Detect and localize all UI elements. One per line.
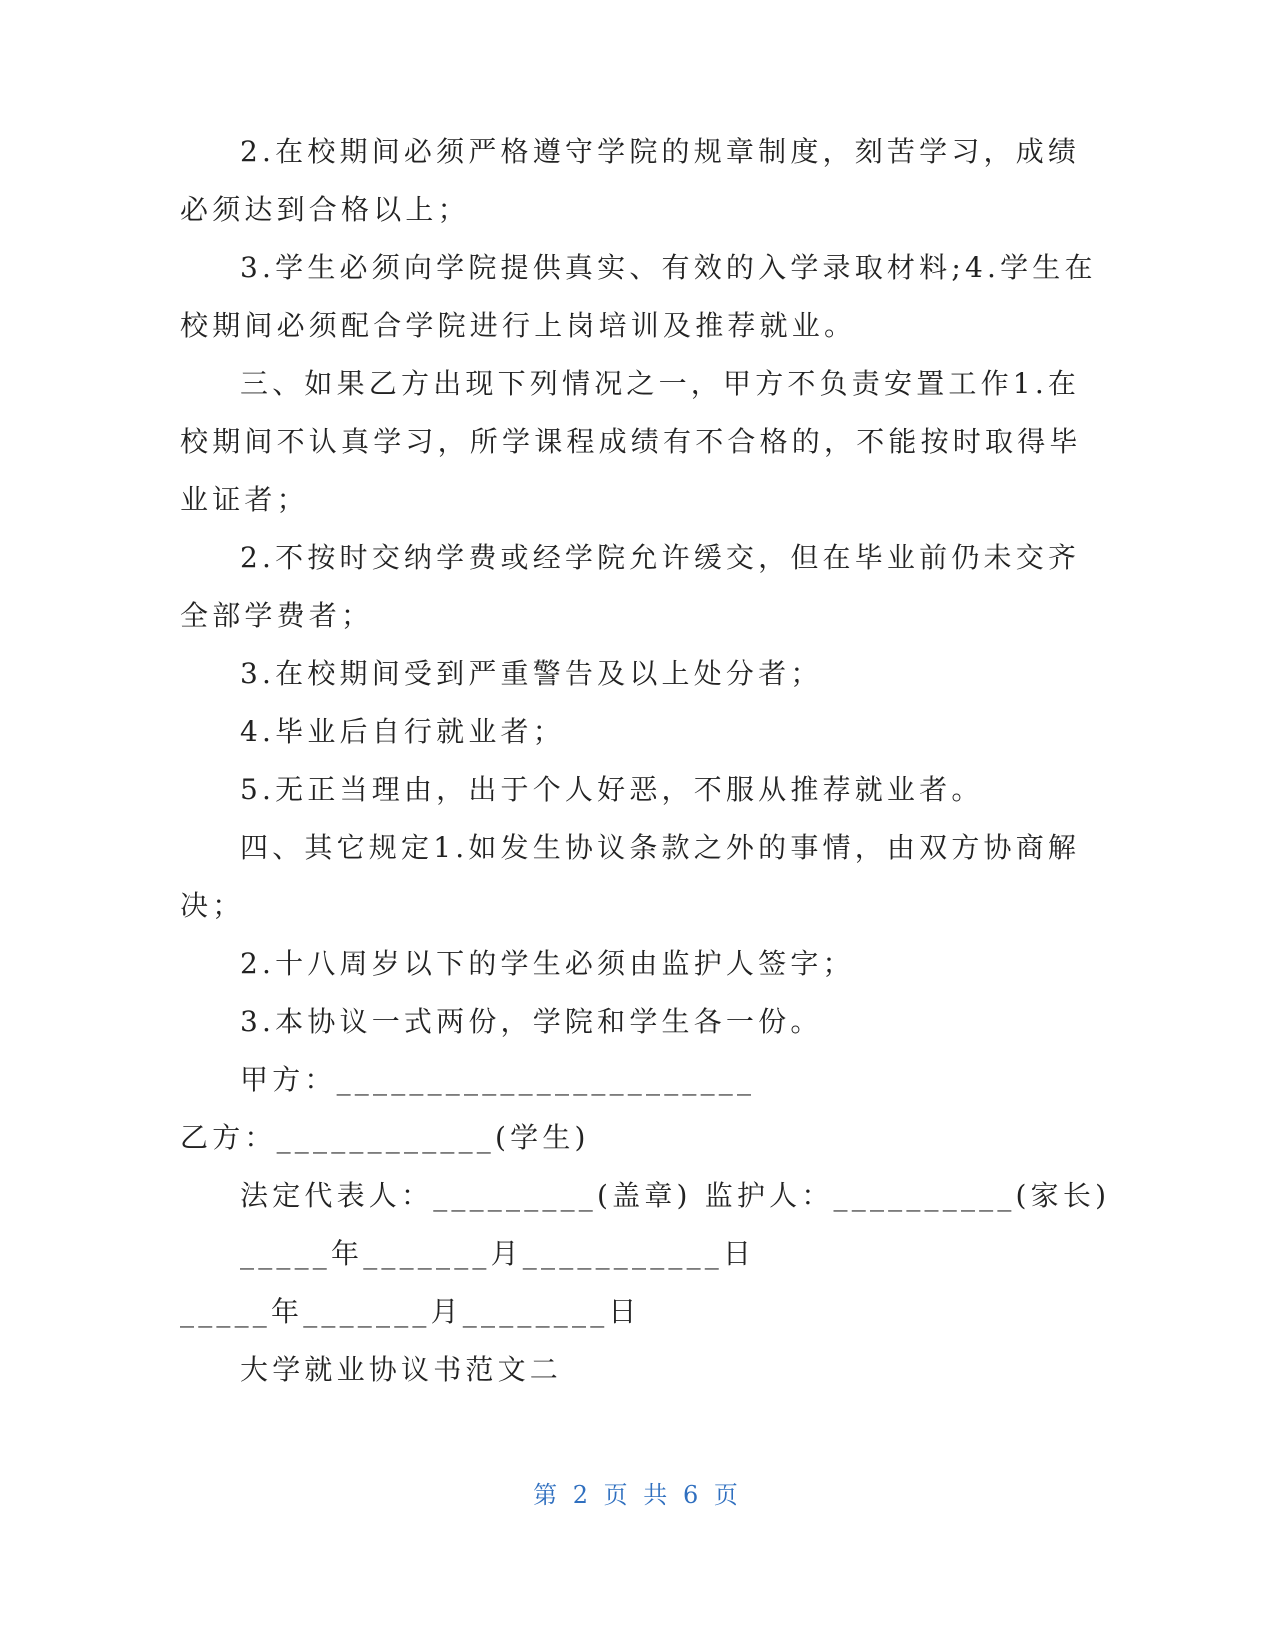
- body-line: 三、如果乙方出现下列情况之一，甲方不负责安置工作1.在: [240, 367, 1081, 400]
- body-line: 2.十八周岁以下的学生必须由监护人签字；: [240, 947, 855, 980]
- body-line: 4.毕业后自行就业者；: [240, 715, 565, 748]
- body-line: 全部学费者；: [180, 599, 374, 632]
- body-line: 2.在校期间必须严格遵守学院的规章制度，刻苦学习，成绩: [240, 135, 1081, 168]
- date-line: _____年_______月________日: [180, 1295, 641, 1328]
- body-line: 校期间必须配合学院进行上岗培训及推荐就业。: [180, 309, 857, 342]
- representative-guardian-line: 法定代表人：_________(盖章) 监护人：__________(家长): [240, 1179, 1111, 1212]
- body-line: 必须达到合格以上；: [180, 193, 470, 226]
- section-heading: 大学就业协议书范文二: [240, 1353, 563, 1386]
- body-line: 2.不按时交纳学费或经学院允许缓交，但在毕业前仍未交齐: [240, 541, 1081, 574]
- party-b-signature-line: 乙方：____________(学生): [180, 1121, 590, 1154]
- body-line: 3.在校期间受到严重警告及以上处分者；: [240, 657, 823, 690]
- body-line: 3.本协议一式两份，学院和学生各一份。: [240, 1005, 823, 1038]
- body-line: 决；: [180, 889, 245, 922]
- body-line: 3.学生必须向学院提供真实、有效的入学录取材料;4.学生在: [240, 251, 1097, 284]
- body-line: 5.无正当理由，出于个人好恶，不服从推荐就业者。: [240, 773, 984, 806]
- body-line: 业证者；: [180, 483, 309, 516]
- date-line: _____年_______月___________日: [240, 1237, 756, 1270]
- page-number-footer: 第 2 页 共 6 页: [533, 1481, 742, 1509]
- body-line: 校期间不认真学习，所学课程成绩有不合格的，不能按时取得毕: [180, 425, 1082, 458]
- body-line: 四、其它规定1.如发生协议条款之外的事情，由双方协商解: [240, 831, 1081, 864]
- party-a-signature-line: 甲方：_______________________: [240, 1063, 756, 1096]
